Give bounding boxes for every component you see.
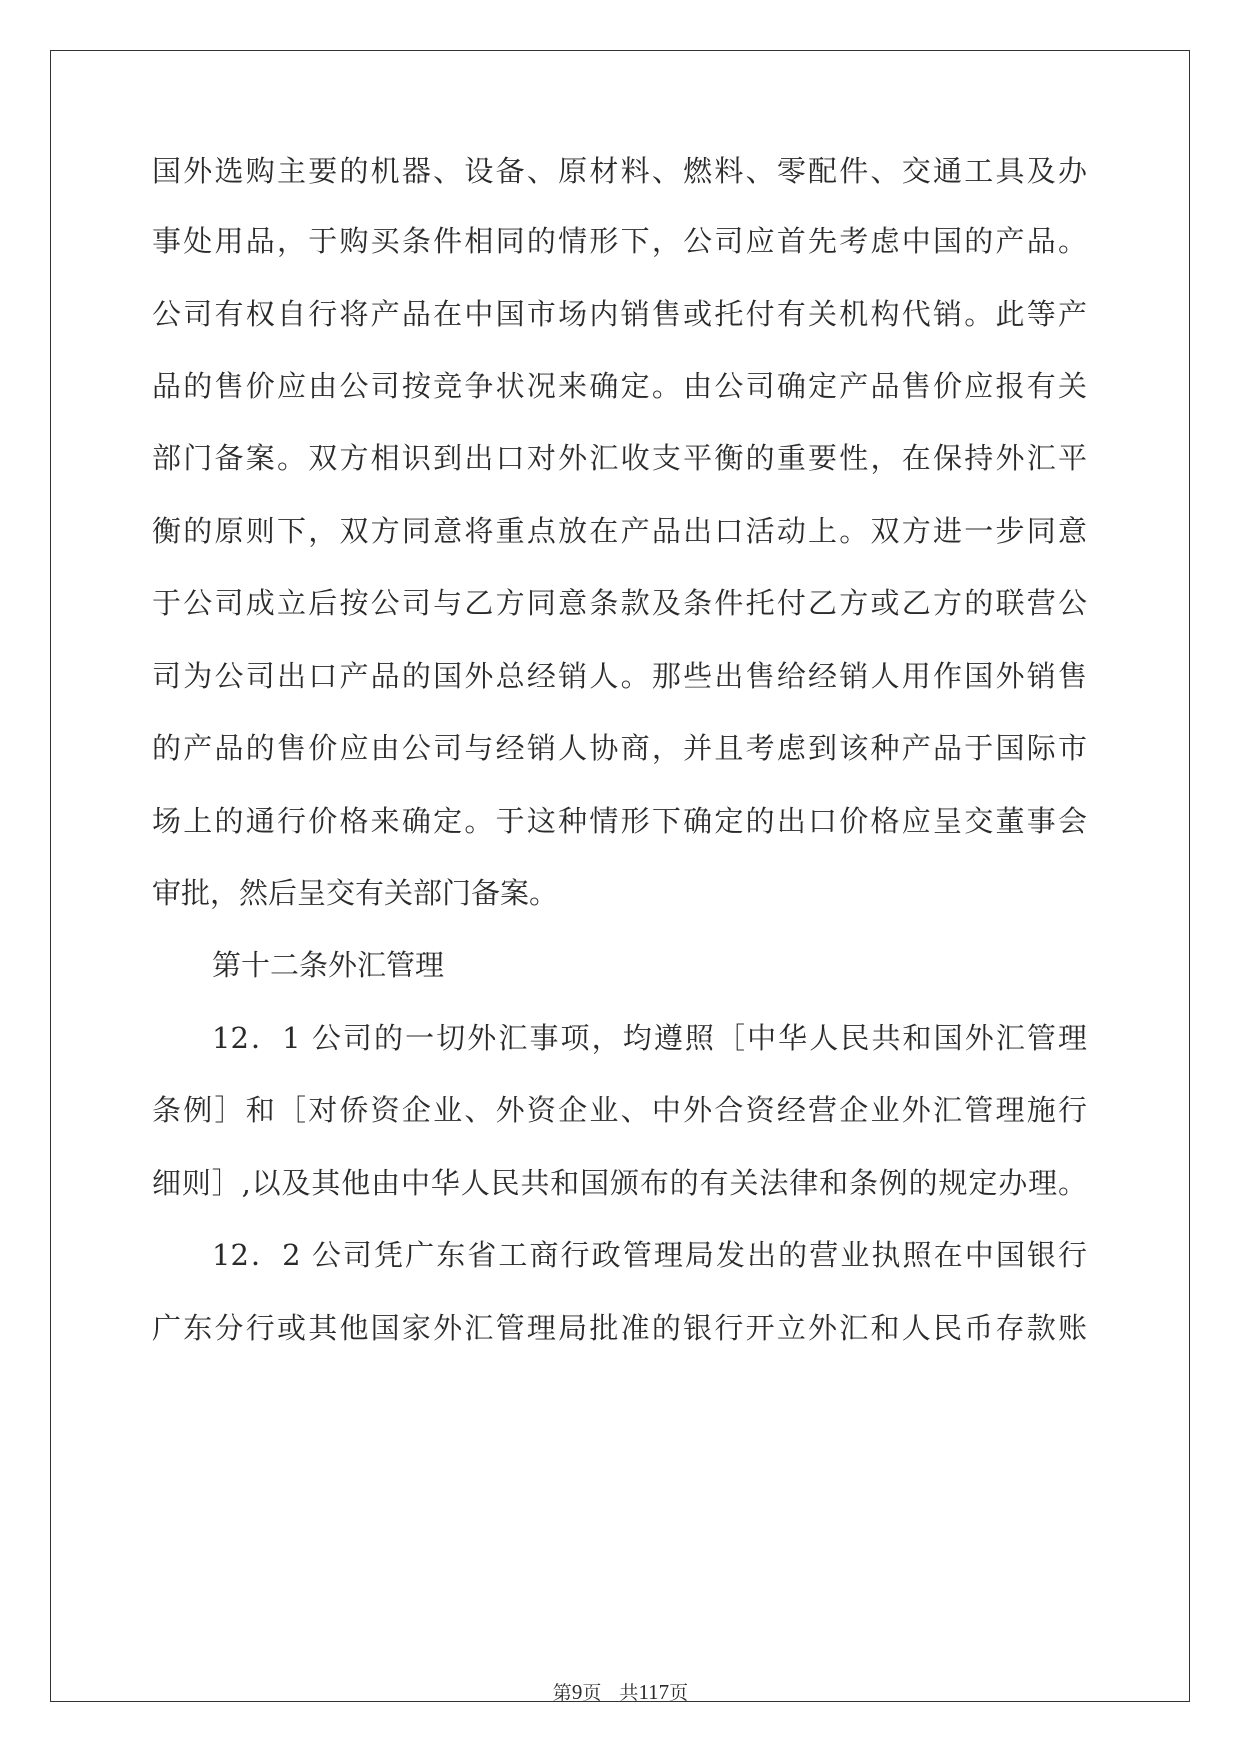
text-line: 司为公司出口产品的国外总经销人。那些出售给经销人用作国外销售 — [152, 659, 1087, 693]
text-line: 于公司成立后按公司与乙方同意条款及条件托付乙方或乙方的联营公 — [152, 586, 1087, 620]
text-line: 广东分行或其他国家外汇管理局批准的银行开立外汇和人民币存款账 — [152, 1311, 1087, 1345]
text-line: 衡的原则下，双方同意将重点放在产品出口活动上。双方进一步同意 — [152, 514, 1087, 548]
text-line: 事处用品，于购买条件相同的情形下，公司应首先考虑中国的产品。 — [152, 224, 1087, 258]
text-line: 公司有权自行将产品在中国市场内销售或托付有关机构代销。此等产 — [152, 297, 1087, 331]
section-heading: 第十二条外汇管理 — [212, 948, 445, 982]
text-line: 12．1 公司的一切外汇事项，均遵照［中华人民共和国外汇管理 — [212, 1021, 1087, 1055]
footer-suffix: 页 — [669, 1682, 689, 1704]
text-line: 12．2 公司凭广东省工商行政管理局发出的营业执照在中国银行 — [212, 1238, 1087, 1272]
text-line: 条例］和［对侨资企业、外资企业、中外合资经营企业外汇管理施行 — [152, 1093, 1087, 1127]
footer-middle: 页 共 — [582, 1682, 639, 1704]
footer-total-pages: 117 — [638, 1680, 670, 1704]
text-line: 国外选购主要的机器、设备、原材料、燃料、零配件、交通工具及办 — [152, 154, 1087, 188]
text-line: 的产品的售价应由公司与经销人协商，并且考虑到该种产品于国际市 — [152, 731, 1087, 765]
page-footer — [0, 1680, 1241, 1705]
text-line: 部门备案。双方相识到出口对外汇收支平衡的重要性，在保持外汇平 — [152, 441, 1087, 475]
text-line: 审批，然后呈交有关部门备案。 — [152, 876, 559, 910]
footer-prefix: 第 — [552, 1682, 572, 1704]
footer-page-number: 9 — [571, 1680, 583, 1704]
text-line: 细则］,以及其他由中华人民共和国颁布的有关法律和条例的规定办理。 — [152, 1166, 1087, 1200]
text-line: 场上的通行价格来确定。于这种情形下确定的出口价格应呈交董事会 — [152, 804, 1087, 838]
text-line: 品的售价应由公司按竞争状况来确定。由公司确定产品售价应报有关 — [152, 369, 1087, 403]
